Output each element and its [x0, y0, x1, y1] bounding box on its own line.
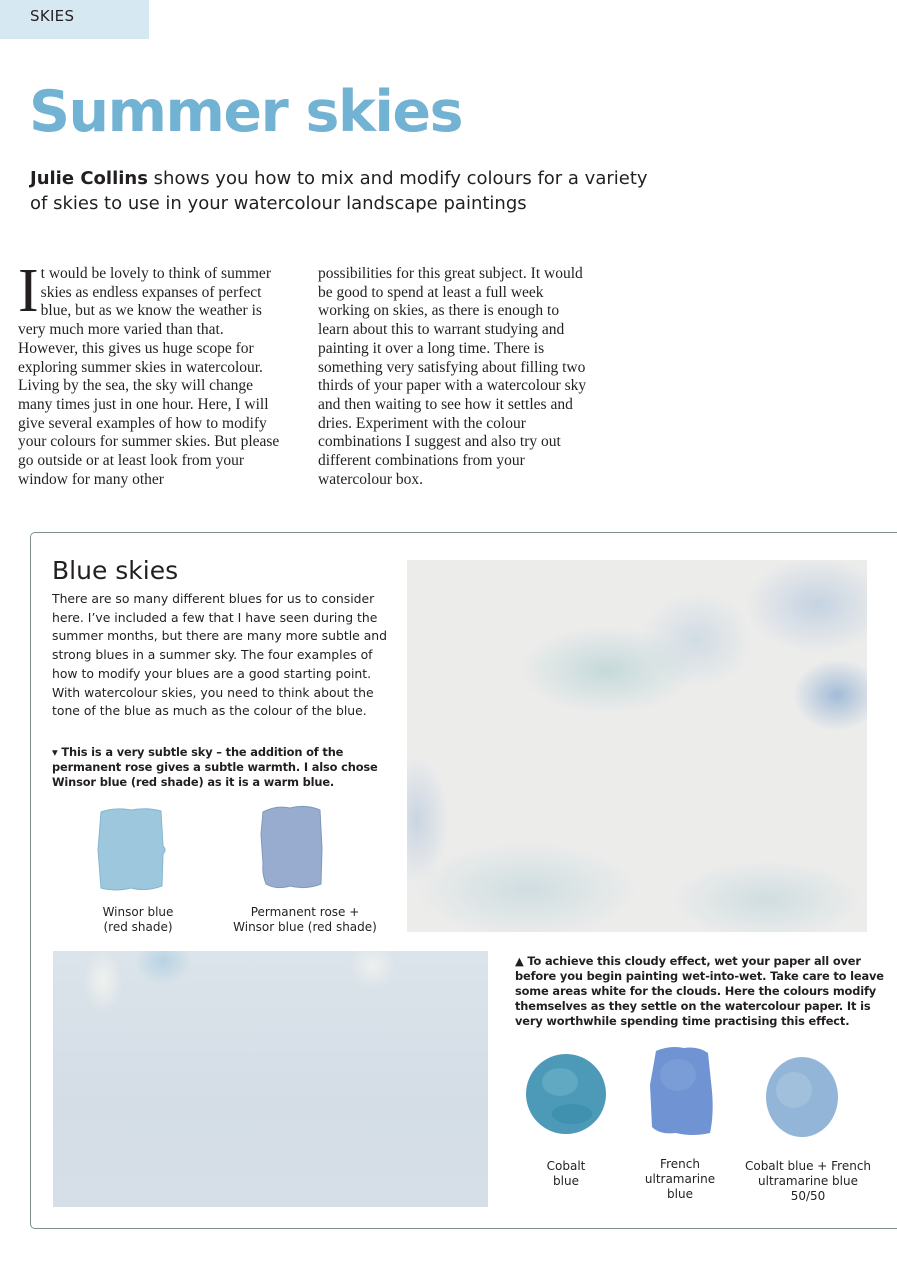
panel-heading: Blue skies — [52, 556, 179, 585]
dropcap: I — [18, 257, 39, 325]
article-title: Summer skies — [29, 79, 462, 145]
swatch-french-ultramarine — [648, 1045, 716, 1137]
standfirst — [30, 166, 650, 216]
swatch-label-cobalt: Cobalt blue — [546, 1159, 586, 1188]
swatch-label-ultramarine: French ultramarine blue — [644, 1157, 716, 1201]
caption-cloudy-effect: ▲ To achieve this cloudy effect, wet your paper all over before you begin painting wet-into-wet. Take care to leave some areas white for the clouds. Here the colours modify themselves as they settle on the watercolour paper. It is very worthwhile spending time practising this effect. — [515, 954, 884, 1028]
standfirst-text: shows you how to mix and modify colours for a variety of skies to use in your watercolour landscape paintings — [30, 168, 648, 214]
author-name: Julie Collins — [30, 168, 148, 189]
caption-subtle-sky: ▾ This is a very subtle sky – the addition of the permanent rose gives a subtle warmth. I also chose Winsor blue (red shade) as it is a warm blue. — [52, 745, 378, 789]
section-tab — [0, 0, 149, 39]
panel-body: There are so many different blues for us to consider here. I’ve included a few that I have seen during the summer months, but there are many more subtle and strong blues in a summer sky. The four examples of how to modify your blues are a good starting point. With watercolour skies, you need to think about the tone of the blue as much as the colour of the blue. — [52, 591, 388, 719]
pale-sky-painting — [53, 951, 488, 1207]
swatch-winsor-blue — [95, 806, 167, 892]
swatch-label-winsor-blue: Winsor blue (red shade) — [102, 905, 174, 934]
swatch-label-rose-winsor: Permanent rose + Winsor blue (red shade) — [233, 905, 377, 934]
intro-column-1 — [18, 257, 280, 489]
intro-column-2: possibilities for this great subject. It would be good to spend at least a full week working on skies, as there is enough to learn about this to warrant studying and painting it over a long time. There is something very satisfying about filling two thirds of your paper with a watercolour sky and then waiting to see how it settles and dries. Experiment with the colour combinations I suggest and also try out different combinations from your watercolour box. — [318, 265, 587, 488]
cloudy-sky-painting — [407, 560, 867, 932]
intro-column-1-text: t would be lovely to think of summer skies as endless expanses of perfect blue, but as we know the weather is very much more varied than that. However, this gives us huge scope for exploring summer skies in watercolour. Living by the sea, the sky will change many times just in one hour. Here, I will give several examples of how to modify your colours for summer skies. But please go outside or at least look from your window for many other — [18, 265, 280, 488]
swatch-cobalt-blue — [524, 1052, 608, 1136]
swatch-cobalt-ultramarine-mix — [764, 1055, 840, 1139]
swatch-permanent-rose-winsor-blue — [258, 804, 326, 890]
swatch-label-mix: Cobalt blue + French ultramarine blue 50/50 — [744, 1159, 872, 1203]
section-label: SKIES — [30, 7, 75, 25]
